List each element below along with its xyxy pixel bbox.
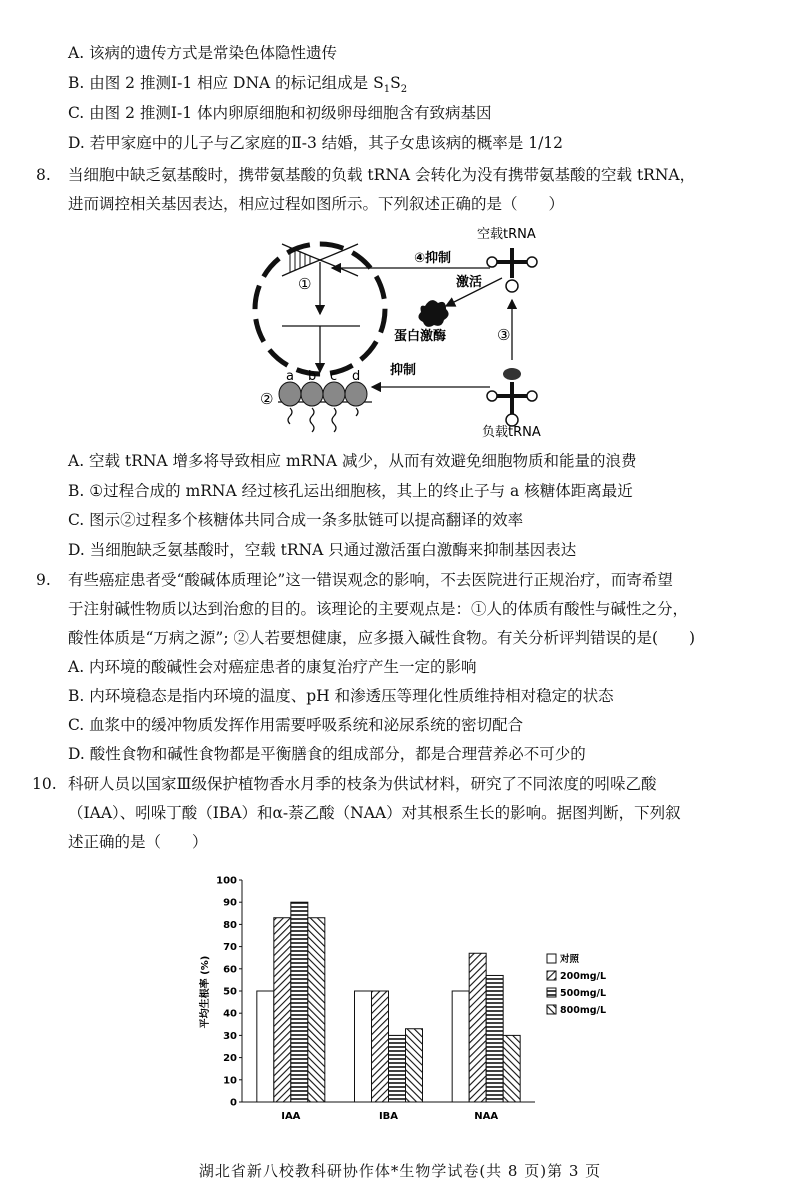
chart-legend-swatch — [547, 1005, 556, 1014]
q9-option-c: C. 血浆中的缓冲物质发挥作用需要呼吸系统和泌尿系统的密切配合 — [68, 716, 524, 734]
chart-legend-label: 200mg/L — [560, 971, 607, 982]
loaded-trna-icon — [487, 368, 537, 426]
step3-label: ③ — [497, 326, 511, 344]
q8-option-c: C. 图示②过程多个核糖体共同合成一条多肽链可以提高翻译的效率 — [68, 511, 524, 529]
q9-stem-line3: 酸性体质是“万病之源”; ②人若要想健康，应多摄入碱性食物。有关分析评判错误的是( ) — [68, 629, 696, 647]
ribosome-label-d: d — [352, 369, 361, 384]
chart-bar — [308, 918, 325, 1102]
kinase-label: 蛋白激酶 — [394, 329, 447, 344]
chart-bar — [257, 991, 274, 1102]
chart-y-tick-label: 80 — [223, 919, 237, 931]
ribosome-label-a: a — [286, 369, 294, 384]
ribosome-b — [301, 382, 323, 432]
chart-bar — [503, 1035, 520, 1102]
chart-bar — [291, 902, 308, 1102]
empty-trna-icon — [487, 248, 537, 292]
q9-option-b: B. 内环境稳态是指内环境的温度、pH 和渗透压等理化性质维持相对稳定的状态 — [68, 687, 614, 705]
chart-bar — [274, 918, 291, 1102]
chart-x-tick-label: NAA — [474, 1111, 499, 1122]
q9-stem-line2: 于注射碱性物质以达到治愈的目的。该理论的主要观点是：①人的体质有酸性与碱性之分， — [68, 600, 689, 618]
chart-y-tick-label: 60 — [223, 964, 237, 976]
q8-option-d: D. 当细胞缺乏氨基酸时，空载 tRNA 只通过激活蛋白激酶来抑制基因表达 — [68, 541, 577, 559]
chart-bar — [355, 991, 372, 1102]
chart-bar — [389, 1035, 406, 1102]
kinase-icon — [418, 300, 448, 327]
step1-label: ① — [298, 275, 312, 293]
q8-number: 8. — [36, 166, 51, 184]
chart-bar — [486, 975, 503, 1102]
q8-option-a: A. 空载 tRNA 增多将导致相应 mRNA 减少，从而有效避免细胞物质和能量的浪费 — [68, 452, 637, 470]
chart-legend-label: 800mg/L — [560, 1005, 607, 1016]
q7-option-b-mid: S — [390, 74, 401, 92]
chart-bar — [452, 991, 469, 1102]
chart-y-tick-label: 70 — [223, 942, 237, 954]
chart-y-axis-label: 平均生根率 (%) — [200, 955, 211, 1029]
ribosome-label-c: c — [330, 369, 338, 384]
chart-legend-label: 500mg/L — [560, 988, 607, 999]
q9-option-a: A. 内环境的酸碱性会对癌症患者的康复治疗产生一定的影响 — [68, 658, 477, 676]
q8-option-b: B. ①过程合成的 mRNA 经过核孔运出细胞核，其上的终止子与 a 核糖体距离最近 — [68, 482, 633, 500]
q8-stem-line1: 当细胞中缺乏氨基酸时，携带氨基酸的负载 tRNA 会转化为没有携带氨基酸的空载 tRNA， — [68, 166, 696, 184]
ribosome-label-b: b — [308, 369, 317, 384]
q10-stem-line2: （IAA）、吲哚丁酸（IBA）和α-萘乙酸（NAA）对其根系生长的影响。据图判断，下列叙 — [68, 804, 681, 822]
q10-number: 10. — [32, 775, 57, 793]
ribosome-c — [323, 382, 345, 432]
chart-legend-swatch — [547, 954, 556, 963]
activate-label: 激活 — [456, 275, 483, 290]
page-footer: 湖北省新八校教科研协作体*生物学试卷(共 8 页)第 3 页 — [198, 1162, 602, 1180]
chart-bar — [469, 953, 486, 1102]
chart-bar — [372, 991, 389, 1102]
chart-y-tick-label: 40 — [223, 1008, 237, 1020]
chart-legend-label: 对照 — [560, 954, 580, 965]
inhibit-label: 抑制 — [390, 363, 417, 378]
chart-bar — [406, 1029, 423, 1102]
q9-stem-line1: 有些癌症患者受“酸碱体质理论”这一错误观念的影响，不去医院进行正规治疗，而寄希望 — [68, 571, 673, 589]
q10-stem-line3: 述正确的是（ ） — [68, 833, 208, 851]
q7-option-c: C. 由图 2 推测Ⅰ-1 体内卵原细胞和初级卵母细胞含有致病基因 — [68, 104, 492, 122]
q8-stem-line2: 进而调控相关基因表达，相应过程如图所示。下列叙述正确的是（ ） — [68, 195, 565, 213]
rooting-rate-chart — [190, 862, 610, 1122]
q10-stem-line1: 科研人员以国家Ⅲ级保护植物香水月季的枝条为供试材料，研究了不同浓度的吲哚乙酸 — [68, 775, 657, 793]
q7-option-b — [68, 72, 407, 101]
q7-option-d: D. 若甲家庭中的儿子与乙家庭的Ⅱ-3 结婚，其子女患该病的概率是 1/12 — [68, 134, 564, 152]
chart-x-tick-label: IBA — [378, 1111, 399, 1122]
q7-option-b-text: B. 由图 2 推测Ⅰ-1 相应 DNA 的标记组成是 S — [68, 74, 384, 92]
chart-y-tick-label: 90 — [223, 897, 237, 909]
inhibit4-label: ④抑制 — [414, 251, 452, 266]
chart-x-tick-label: IAA — [281, 1111, 301, 1122]
q7-option-a: A. 该病的遗传方式是常染色体隐性遗传 — [68, 44, 338, 62]
q8-diagram — [240, 222, 570, 440]
chart-legend-swatch — [547, 988, 556, 997]
ribosome-a — [279, 382, 301, 424]
chart-legend-swatch — [547, 971, 556, 980]
q7-option-b-sub1: 1 — [383, 84, 391, 96]
chart-y-tick-label: 100 — [216, 875, 237, 887]
chart-y-tick-label: 10 — [223, 1075, 237, 1087]
chart-y-tick-label: 0 — [230, 1097, 237, 1109]
empty-trna-label: 空载tRNA — [477, 227, 536, 242]
q7-option-b-sub2: 2 — [400, 84, 408, 96]
chart-y-tick-label: 20 — [223, 1053, 237, 1065]
chart-y-tick-label: 30 — [223, 1030, 237, 1042]
loaded-trna-label: 负载tRNA — [482, 425, 541, 440]
q9-number: 9. — [36, 571, 51, 589]
ribosome-d — [345, 382, 367, 416]
chart-y-tick-label: 50 — [223, 986, 237, 998]
q9-option-d: D. 酸性食物和碱性食物都是平衡膳食的组成部分，都是合理营养必不可少的 — [68, 745, 586, 763]
step2-label: ② — [260, 390, 274, 408]
